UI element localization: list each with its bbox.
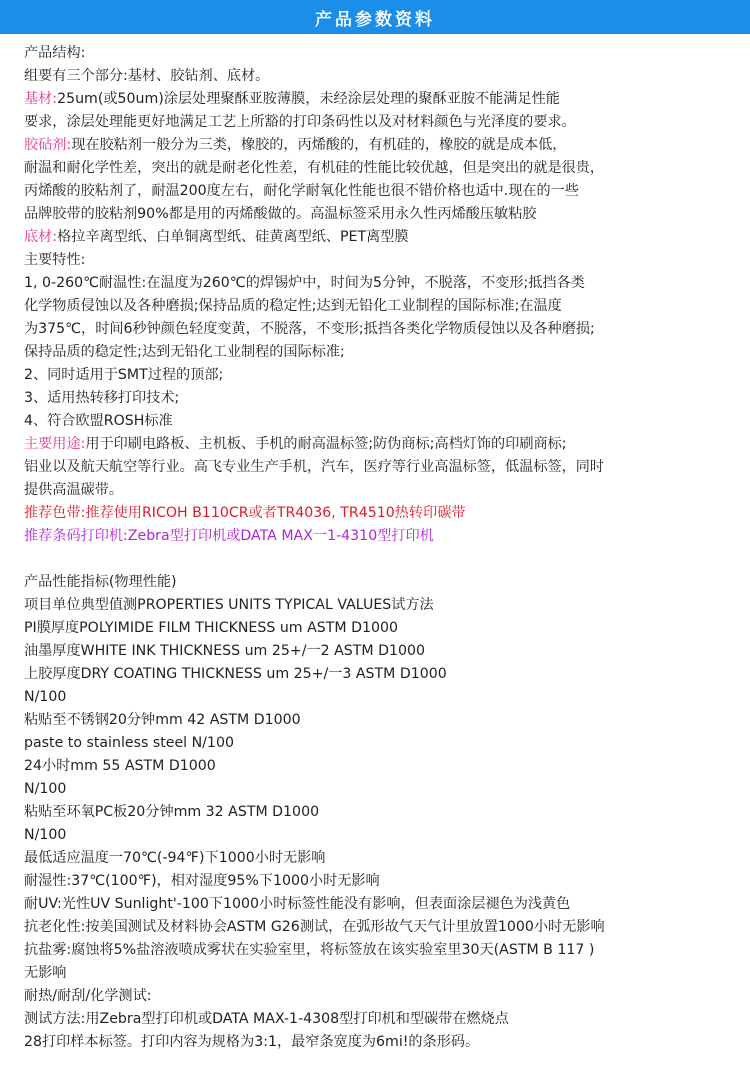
glue-text-2: 耐温和耐化学性差，突出的就是耐老化性差，有机硅的性能比较优越，但是突出的就是很贵， [24, 160, 605, 176]
spec-line: 最低适应温度一70℃(-94℉)下1000小时无影响 [24, 850, 326, 866]
feature-1-line-1: 1, 0-260℃耐温性:在温度为260℃的焊锡炉中，时间为5分钟，不脱落，不变形;抵挡各类 [24, 275, 585, 291]
base-material [24, 88, 742, 111]
spec-line: 耐热/耐刮/化学测试: [24, 988, 152, 1004]
recommended-ribbon: 推荐色带:推荐使用RICOH B110CR或者TR4036, TR4510热转印碳带 [24, 505, 466, 521]
feature-3: 3、适用热转移打印技术; [24, 390, 180, 406]
spec-line: 无影响 [24, 965, 67, 981]
glue-text-4: 品牌胶带的胶粘剂90%都是用的丙烯酸做的。高温标签采用永久性丙烯酸压敏粘胶 [24, 206, 537, 222]
base-label: 基材: [24, 91, 58, 107]
structure-intro: 组要有三个部分:基材、胶钻剂、底材。 [24, 68, 270, 84]
spec-line: 项目单位典型值测PROPERTIES UNITS TYPICAL VALUES试方法 [24, 597, 434, 613]
feature-4: 4、符合欧盟ROSH标准 [24, 413, 173, 429]
use-text-3: 提供高温碳带。 [24, 482, 124, 498]
glue-text: 现在胶粘剂一般分为三类，橡胶的，丙烯酸的，有机硅的，橡胶的就是成本低， [71, 137, 567, 153]
liner [24, 226, 742, 249]
use-label: 主要用途: [24, 436, 86, 452]
usage [24, 433, 742, 456]
adhesive [24, 134, 742, 157]
spec-line: 耐湿性:37℃(100℉)，相对湿度95%下1000小时无影响 [24, 873, 380, 889]
spec-line: PI膜厚度POLYIMIDE FILM THICKNESS um ASTM D1000 [24, 620, 398, 636]
use-text: 用于印刷电路板、主机板、手机的耐高温标签;防伪商标;高档灯饰的印刷商标; [85, 436, 567, 452]
section-header [0, 0, 750, 34]
spec-line: 粘贴至不锈钢20分钟mm 42 ASTM D1000 [24, 712, 301, 728]
spec-line: 24小时mm 55 ASTM D1000 [24, 758, 216, 774]
spec-line: 抗老化性:按美国测试及材料协会ASTM G26测试，在弧形故气天气计里放置1000小时无影响 [24, 919, 605, 935]
spec-line: 粘贴至环氧PC板20分钟mm 32 ASTM D1000 [24, 804, 320, 820]
spec-line: 耐UV:光性UV Sunlight'-100下1000小时标签性能没有影响，但表面涂层褪色为浅黄色 [24, 896, 571, 912]
spec-line: N/100 [24, 827, 67, 843]
use-text-2: 铝业以及航天航空等行业。高飞专业生产手机，汽车，医疗等行业高温标签，低温标签，同时 [24, 459, 605, 475]
performance-title: 产品性能指标(物理性能) [24, 574, 177, 590]
glue-text-3: 丙烯酸的胶粘剂了，耐温200度左右，耐化学耐氧化性能也很不错价格也适中.现在的一些 [24, 183, 579, 199]
spec-line: N/100 [24, 689, 67, 705]
spec-line: 油墨厚度WHITE INK THICKNESS um 25+/一2 ASTM D1000 [24, 643, 426, 659]
glue-label: 胶砧剂: [24, 137, 72, 153]
spec-line: 抗盐雾:腐蚀将5%盐溶液喷成雾状在实验室里，将标签放在该实验室里30天(ASTM B 117 ) [24, 942, 595, 958]
header-title: 产品参数资料 [315, 9, 435, 30]
spec-line: 28打印样本标签。打印内容为规格为3:1，最窄条宽度为6mi!的条形码。 [24, 1034, 480, 1050]
spec-line: 测试方法:用Zebra型打印机或DATA MAX-1-4308型打印机和型碳带在燃烧点 [24, 1011, 509, 1027]
spec-line: N/100 [24, 781, 67, 797]
feature-1-line-3: 为375℃，时间6秒钟颜色轻度变黄，不脱落，不变形;抵挡各类化学物质侵蚀以及各种磨损; [24, 321, 595, 337]
feature-1-line-2: 化学物质侵蚀以及各种磨损;保持品质的稳定性;达到无铅化工业制程的国际标准;在温度 [24, 298, 562, 314]
base-text-2: 要求，涂层处理能更好地满足工艺上所豁的打印条码性以及对材料颜色与光泽度的要求。 [24, 114, 576, 130]
liner-label: 底材: [24, 229, 58, 245]
liner-text: 格拉辛离型纸、白单铜离型纸、硅黄离型纸、PET离型膜 [57, 229, 409, 245]
spec-line: paste to stainless steel N/100 [24, 735, 234, 751]
base-text: 25um(或50um)涂层处理聚酥亚胺薄膜，未经涂层处理的聚酥亚胺不能满足性能 [57, 91, 560, 107]
feature-2: 2、同时适用于SMT过程的顶部; [24, 367, 224, 383]
feature-1-line-4: 保持品质的稳定性;达到无铅化工业制程的国际标准; [24, 344, 345, 360]
features-title: 主要特性: [24, 252, 86, 268]
recommended-printer: 推荐条码打印机:Zebra型打印机或DATA MAX一1-4310型打印机 [24, 528, 434, 544]
structure-title: 产品结构: [24, 45, 86, 61]
document-body [0, 34, 744, 1054]
spec-line: 上胶厚度DRY COATING THICKNESS um 25+/一3 ASTM D1000 [24, 666, 447, 682]
spacer [24, 548, 744, 571]
